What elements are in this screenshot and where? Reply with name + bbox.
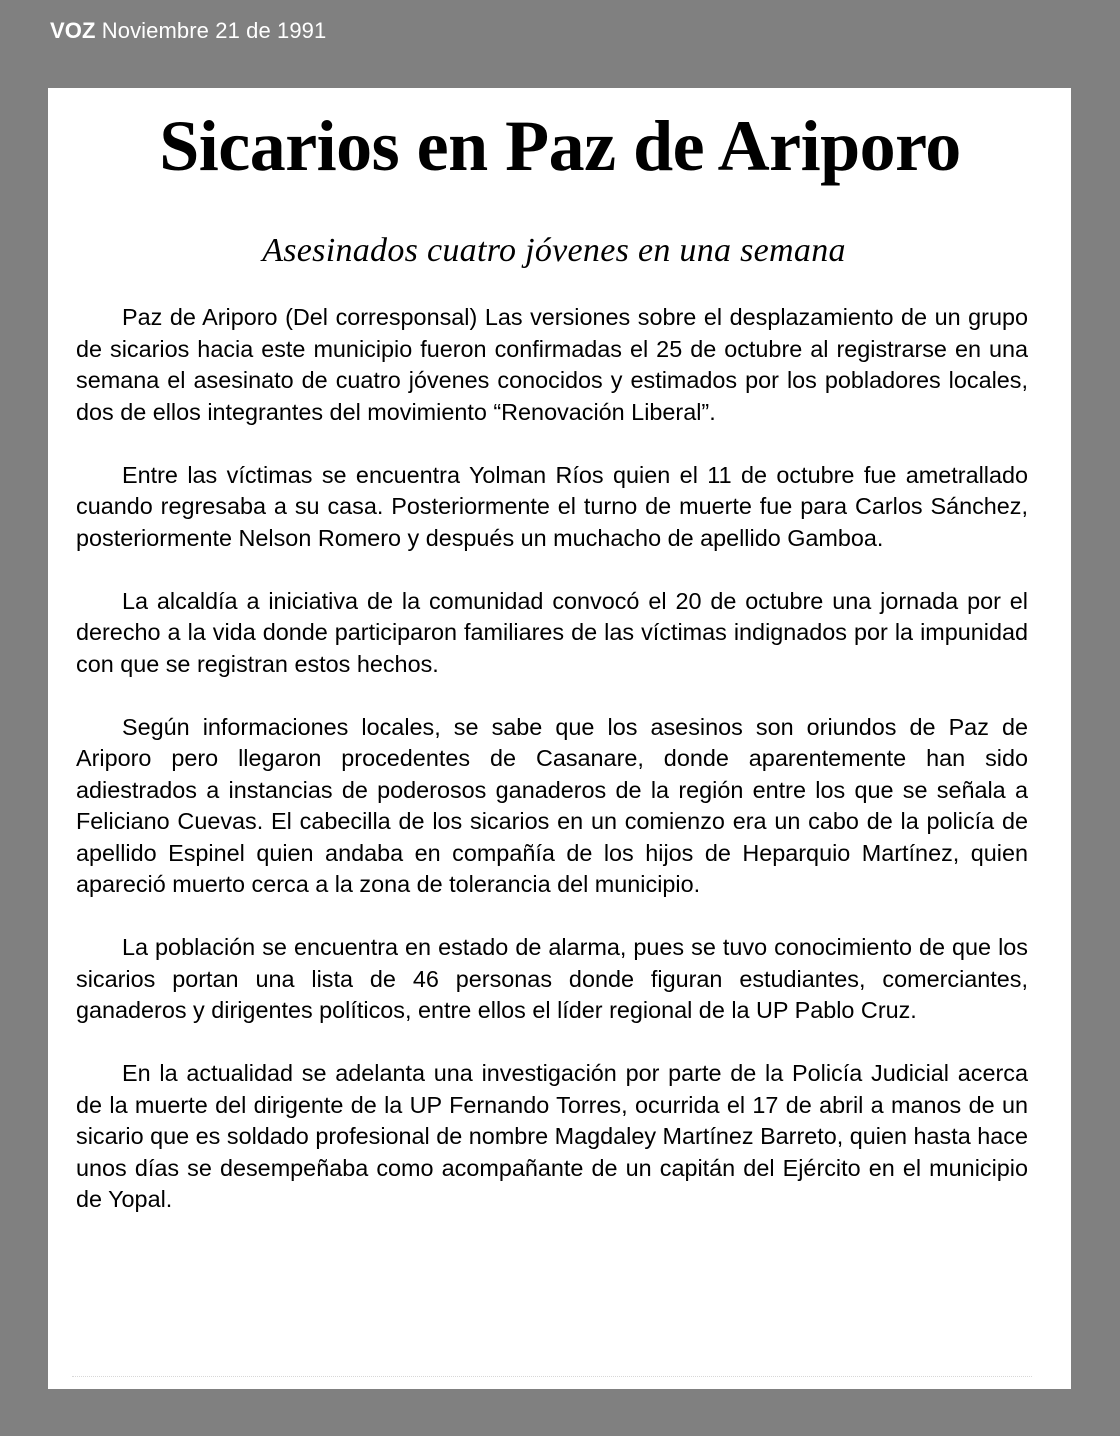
article-paragraph: La alcaldía a iniciativa de la comunidad convocó el 20 de octubre una jornada por el derecho a la vida donde participaron familiares de las víctimas indignados por la impunidad con que se registran estos hechos. bbox=[76, 587, 1028, 677]
article-body bbox=[76, 302, 1028, 1216]
article-paragraph: En la actualidad se adelanta una investigación por parte de la Policía Judicial acerca de la muerte del dirigente de la UP Fernando Torres, ocurrida el 17 de abril a manos de un sicario que es soldado profesional de nombre Magdaley Martínez Barreto, quien hasta hace unos días se desempeñaba como acompañante de un capitán del Ejército en el municipio de Yopal. bbox=[76, 1060, 1028, 1212]
page-header bbox=[50, 18, 326, 44]
article-paragraph: La población se encuentra en estado de alarma, pues se tuvo conocimiento de que los sicarios portan una lista de 46 personas donde figuran estudiantes, comerciantes, ganaderos y dirigentes políticos, entre ellos el líder regional de la UP Pablo Cruz. bbox=[76, 934, 1028, 1023]
bottom-divider bbox=[72, 1376, 1032, 1377]
article-paragraph: Paz de Ariporo (Del corresponsal) Las versiones sobre el desplazamiento de un grupo de sicarios hacia este municipio fueron confirmadas el 25 de octubre al registrarse en una semana el asesinato de cuatro jóvenes conocidos y estimados por los pobladores locales, dos de ellos integrantes del movimiento “Renovación Liberal”. bbox=[76, 304, 1028, 425]
article-paragraph: Según informaciones locales, se sabe que los asesinos son oriundos de Paz de Ariporo pero llegaron procedentes de Casanare, donde aparentemente han sido adiestrados a instancias de poderosos ganaderos de la región entre los que se señala a Feliciano Cuevas. El cabecilla de los sicarios en un comienzo era un cabo de la policía de apellido Espinel quien andaba en compañía de los hijos de Heparquio Martínez, quien apareció muerto cerca a la zona de tolerancia del municipio. bbox=[76, 713, 1028, 897]
article-subtitle: Asesinados cuatro jóvenes en una semana bbox=[262, 232, 846, 269]
article-title: Sicarios en Paz de Ariporo bbox=[159, 106, 961, 186]
publication-name: VOZ bbox=[50, 18, 96, 43]
publication-date: Noviembre 21 de 1991 bbox=[101, 18, 327, 43]
article-paragraph: Entre las víctimas se encuentra Yolman Ríos quien el 11 de octubre fue ametrallado cuando regresaba a su casa. Posteriormente el turno de muerte fue para Carlos Sánchez, posteriormente Nelson Romero y después un muchacho de apellido Gamboa. bbox=[76, 461, 1028, 551]
